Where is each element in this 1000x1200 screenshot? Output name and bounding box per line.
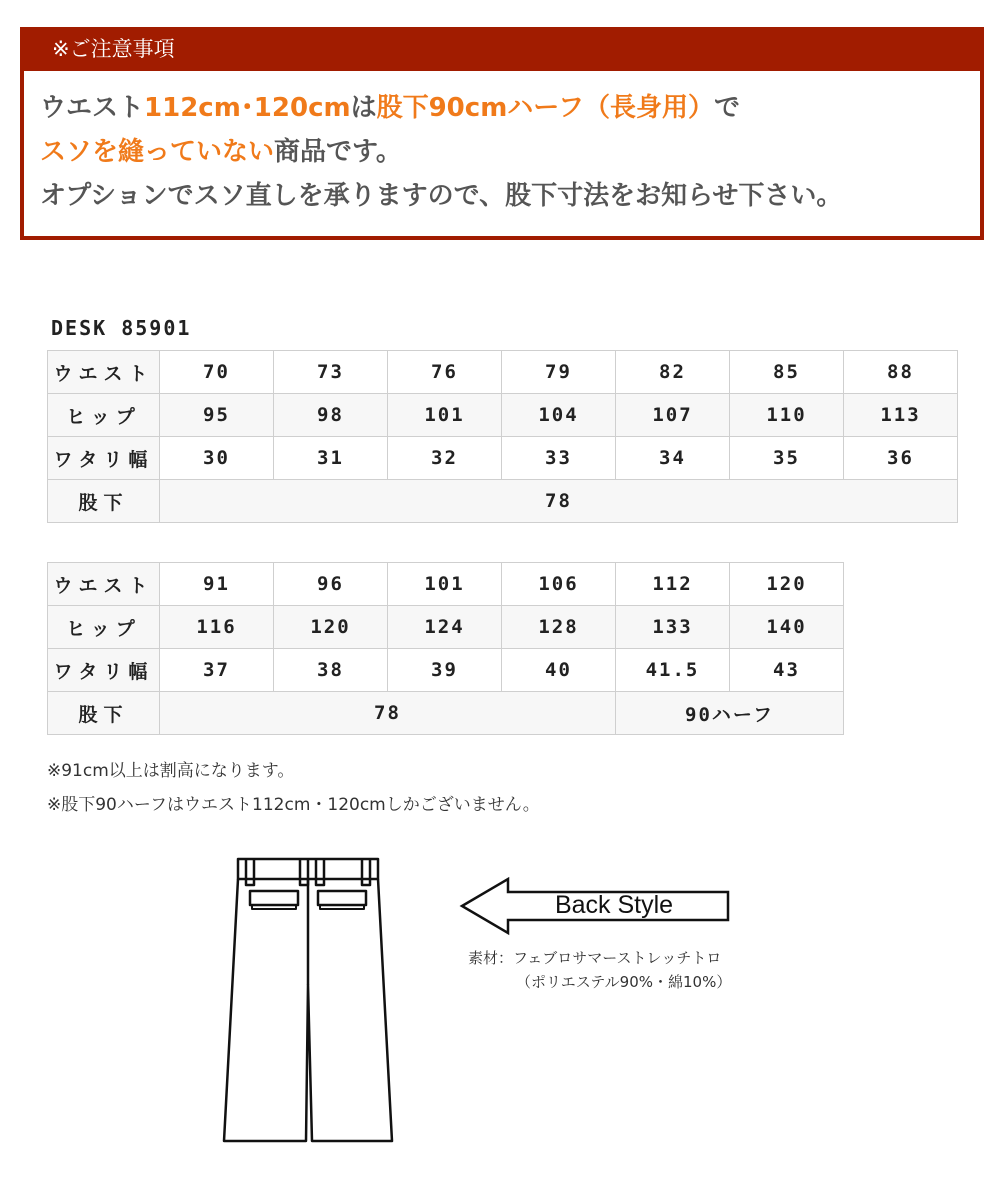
table-cell: 104: [502, 394, 616, 437]
material-info: [468, 946, 731, 994]
inseam-row: [48, 692, 844, 735]
table-cell: 120: [274, 606, 388, 649]
table-cell: 30: [160, 437, 274, 480]
table-cell: 76: [388, 351, 502, 394]
thigh-row: [48, 437, 958, 480]
row-header-inseam: 股下: [48, 480, 160, 523]
table-cell: 40: [502, 649, 616, 692]
row-header-inseam: 股下: [48, 692, 160, 735]
table-cell: 112: [616, 563, 730, 606]
row-header-thigh: ワタリ幅: [48, 437, 160, 480]
table-cell: 82: [616, 351, 730, 394]
notice-text: 商品です。: [274, 137, 402, 167]
notice-text: で: [713, 93, 740, 123]
notice-text: は: [350, 93, 377, 123]
table-cell: 124: [388, 606, 502, 649]
table-cell: 133: [616, 606, 730, 649]
size-table-2: [47, 562, 844, 735]
table-cell: 78: [160, 692, 616, 735]
table-cell: 107: [616, 394, 730, 437]
table-cell: 90ハーフ: [616, 692, 844, 735]
table-cell: 33: [502, 437, 616, 480]
table-cell: 116: [160, 606, 274, 649]
table-cell: 34: [616, 437, 730, 480]
notice-highlight: 112cm･120cm: [144, 93, 351, 123]
note-2: ※股下90ハーフはウエスト112cm・120cmしかございません。: [47, 795, 540, 815]
inseam-row: [48, 480, 958, 523]
table-cell: 95: [160, 394, 274, 437]
table-cell: 120: [730, 563, 844, 606]
table-cell: 128: [502, 606, 616, 649]
table-cell: 101: [388, 394, 502, 437]
table-cell: 73: [274, 351, 388, 394]
row-header-waist: ウエスト: [48, 351, 160, 394]
notice-highlight: スソを縫っていない: [40, 137, 275, 167]
row-header-hip: ヒップ: [48, 394, 160, 437]
model-number: DESK 85901: [51, 316, 192, 340]
table-cell: 98: [274, 394, 388, 437]
row-header-hip: ヒップ: [48, 606, 160, 649]
table-cell: 96: [274, 563, 388, 606]
table-cell: 113: [844, 394, 958, 437]
table-cell: 110: [730, 394, 844, 437]
table-cell: 36: [844, 437, 958, 480]
waist-row: [48, 563, 844, 606]
notice-line-2: [40, 130, 980, 174]
table-cell: 88: [844, 351, 958, 394]
hip-row: [48, 606, 844, 649]
back-style-label: Back Style: [554, 891, 674, 919]
row-header-thigh: ワタリ幅: [48, 649, 160, 692]
size-table-1: [47, 350, 958, 523]
notice-line-3: オプションでスソ直しを承りますので、股下寸法をお知らせ下さい。: [40, 181, 843, 211]
table-cell: 70: [160, 351, 274, 394]
table-cell: 85: [730, 351, 844, 394]
material-line-2: （ポリエステル90%・綿10%）: [516, 973, 732, 991]
table-cell: 79: [502, 351, 616, 394]
table-cell: 101: [388, 563, 502, 606]
table-cell: 31: [274, 437, 388, 480]
hip-row: [48, 394, 958, 437]
notice-header: ※ご注意事項: [52, 37, 175, 61]
thigh-row: [48, 649, 844, 692]
notice-highlight: 股下90cmハーフ（長身用）: [376, 93, 714, 123]
row-header-waist: ウエスト: [48, 563, 160, 606]
table-cell: 35: [730, 437, 844, 480]
material-line-1: 素材：フェブロサマーストレッチトロ: [468, 949, 722, 967]
waist-row: [48, 351, 958, 394]
table-cell: 41.5: [616, 649, 730, 692]
notice-box: [20, 27, 984, 240]
table-cell: 43: [730, 649, 844, 692]
note-1: ※91cm以上は割高になります。: [47, 761, 295, 781]
table-cell: 32: [388, 437, 502, 480]
notice-body: [24, 71, 980, 236]
table-cell: 140: [730, 606, 844, 649]
table-cell: 37: [160, 649, 274, 692]
notice-line-1: [40, 86, 980, 130]
table-cell: 38: [274, 649, 388, 692]
table-cell: 78: [160, 480, 958, 523]
table-cell: 106: [502, 563, 616, 606]
table-cell: 39: [388, 649, 502, 692]
notice-text: ウエスト: [40, 93, 145, 123]
table-cell: 91: [160, 563, 274, 606]
pants-back-illustration: [222, 855, 394, 1147]
